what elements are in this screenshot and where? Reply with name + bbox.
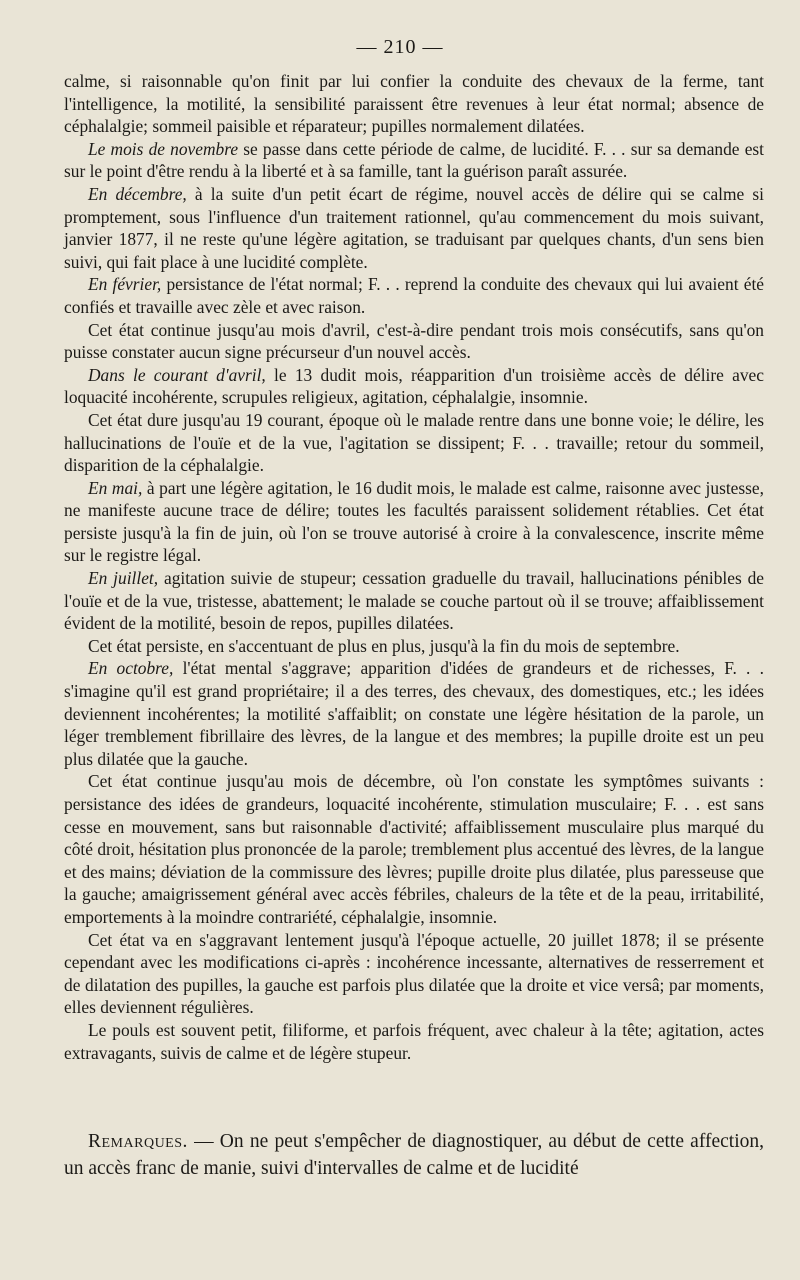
body-paragraph (64, 477, 764, 567)
body-paragraph (64, 364, 764, 409)
body-paragraph (64, 319, 764, 364)
paragraph-text: Cet état dure jusqu'au 19 courant, époque où le malade rentre dans une bonne voie; le délire, les hallucinations de l'ouïe et de la vue, l'agitation se dissipent; F. . . travaille; retour du sommeil, disparition de la céphalalgie. (64, 409, 764, 476)
body-paragraph (64, 635, 764, 658)
paragraph-lead: En mai, (88, 477, 143, 498)
paragraph-lead: En décembre, (88, 183, 187, 204)
paragraph-text: Cet état va en s'aggravant lentement jusqu'à l'époque actuelle, 20 juillet 1878; il se présente cependant avec les modifications ci-après : incohérence incessante, alternatives de resserrement et de dilatation des pupilles, la gauche est parfois plus dilatée que la droite et vice versâ; par moments, elles deviennent régulières. (64, 929, 764, 1018)
paragraph-text: Le pouls est souvent petit, filiforme, et parfois fréquent, avec chaleur à la tête; agitation, actes extravagants, suivis de calme et de légère stupeur. (64, 1019, 764, 1063)
remarks-paragraph (64, 1128, 764, 1182)
body-paragraph (64, 929, 764, 1019)
paragraph-text: Cet état persiste, en s'accentuant de plus en plus, jusqu'à la fin du mois de septembre. (88, 635, 680, 656)
paragraph-lead: Le mois de novembre (88, 138, 239, 159)
remarks-label: Remarques. (88, 1131, 188, 1152)
paragraph-text: persistance de l'état normal; F. . . reprend la conduite des chevaux qui lui avaient été confiés et travaille avec zèle et avec raison. (64, 274, 764, 317)
paragraph-text: calme, si raisonnable qu'on finit par lui confier la conduite des chevaux de la ferme, tant l'intelligence, la motilité, la sensibilité paraissent être revenues à leur état normal; absence de céphalalgie; sommeil paisible et réparateur; pupilles normalement dilatées. (64, 71, 764, 137)
remarks-text: — On ne peut s'empêcher de diagnostiquer, au début de cette affection, un accès franc de manie, suivi d'intervalles de calme et de lucidité (64, 1131, 764, 1179)
body-paragraph (64, 567, 764, 635)
remarks-section (64, 1128, 764, 1182)
paragraph-lead: En février, (88, 274, 162, 295)
body-paragraph (64, 138, 764, 183)
body-paragraph (64, 273, 764, 318)
body-paragraph (64, 657, 764, 770)
paragraph-text: Cet état continue jusqu'au mois d'avril, c'est-à-dire pendant trois mois consécutifs, sans qu'on puisse constater aucun signe précurseur d'un nouvel accès. (64, 319, 764, 363)
paragraph-text: à la suite d'un petit écart de régime, nouvel accès de délire qui se calme si promptement, sous l'influence d'un traitement rationnel, qu'au commencement du mois suivant, janvier 1877, il ne reste qu'une légère agitation, se traduisant par quelques chants, d'un sens bien suivi, qui fait place à une lucidité complète. (64, 183, 764, 272)
body-paragraph (64, 183, 764, 273)
paragraph-text: Cet état continue jusqu'au mois de décembre, où l'on constate les symptômes suivants : persistance des idées de grandeurs, loquacité incohérente, stimulation musculaire; F. . . est sans cesse en mouvement, sans but raisonnable d'activité; affaiblissement musculaire plus marqué du côté droit, hésitation plus prononcée de la parole; tremblement plus accentué des lèvres, de la langue et des mains; déviation de la commissure des lèvres; pupille droite plus dilatée, plus paresseuse que la gauche; amaigrissement général avec accès fébriles, chaleurs de la tête et de la peau, irritabilité, emportements à la moindre contrariété, céphalalgie, insomnie. (64, 771, 764, 927)
paragraph-lead: Dans le courant d'avril, (88, 364, 266, 385)
body-paragraph (64, 770, 764, 928)
paragraph-text: le 13 dudit mois, réapparition d'un troisième accès de délire avec loquacité incohérente, scrupules religieux, agitation, céphalalgie, insomnie. (64, 364, 764, 408)
body-paragraph (64, 70, 764, 138)
body-text (64, 70, 764, 1064)
page-number: — 210 — (356, 36, 444, 58)
paragraph-text: l'état mental s'aggrave; apparition d'idées de grandeurs et de richesses, F. . . s'imagine qu'il est grand propriétaire; il a des terres, des chevaux, des domestiques, etc.; les idées deviennent incohérentes; la motilité s'affaiblit; on constate une légère hésitation de la parole, un léger tremblement fibrillaire des lèvres, de la langue et des membres; la pupille droite est un peu plus dilatée que la gauche. (64, 658, 764, 769)
paragraph-text: se passe dans cette période de calme, de lucidité. F. . . sur sa demande est sur le point d'être rendu à la liberté et à sa famille, tant la guérison paraît assurée. (64, 138, 765, 182)
paragraph-text: agitation suivie de stupeur; cessation graduelle du travail, hallucinations pénibles de l'ouïe et de la vue, tristesse, abattement; le malade se couche partout où il se trouve; affaiblissement évident de la motilité, besoin de repos, pupilles dilatées. (64, 568, 764, 634)
paragraph-text: à part une légère agitation, le 16 dudit mois, le malade est calme, raisonne avec justesse, ne manifeste aucune trace de délire; toutes les facultés paraissent solidement rétablies. Cet état persiste jusqu'à la fin de juin, où l'on se trouve autorisé à croire à la convalescence, inscrite même sur le registre légal. (64, 477, 764, 566)
body-paragraph (64, 1019, 764, 1064)
paragraph-lead: En octobre, (88, 658, 174, 679)
body-paragraph (64, 409, 764, 477)
paragraph-lead: En juillet, (88, 568, 159, 589)
